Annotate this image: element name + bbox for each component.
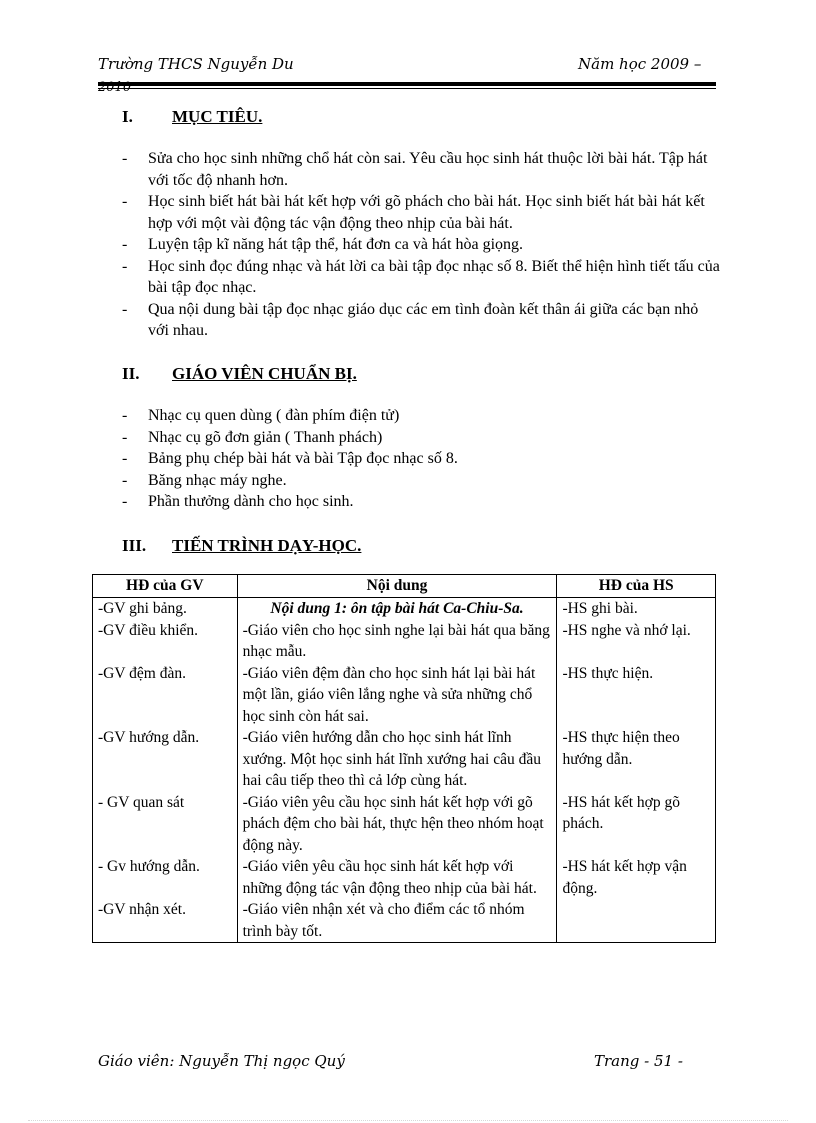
content-cell: -Giáo viên yêu cầu học sinh hát kết hợp với gõ phách đệm cho bài hát, thực hện theo nhóm hoạt động này.	[237, 792, 557, 857]
header-rule-thick	[98, 82, 716, 86]
table-row	[93, 856, 716, 899]
list-item: - Băng nhạc máy nghe.	[122, 471, 287, 489]
list-item: - Học sinh đọc đúng nhạc và hát lời ca bài tập đọc nhạc số 8. Biết thể hiện hình tiết tấu của bài tập đọc nhạc.	[122, 257, 720, 296]
teacher-activity-cell: -GV đệm đàn.	[93, 663, 238, 728]
teacher-activity-cell: -GV điều khiển.	[93, 620, 238, 663]
page-bottom-dotted-line	[28, 1120, 788, 1121]
header-school-year: Năm học 2009 –	[578, 55, 702, 73]
column-header-student: HĐ của HS	[557, 575, 716, 598]
section-title: GIÁO VIÊN CHUẨN BỊ.	[172, 364, 357, 383]
header-rule-thin	[98, 88, 716, 89]
section-procedure-heading	[122, 536, 361, 556]
footer-page-number: Trang - 51 -	[594, 1052, 683, 1070]
table-row	[93, 899, 716, 943]
teacher-activity-cell: -GV ghi bảng.	[93, 598, 238, 620]
table-row	[93, 792, 716, 857]
list-item: - Bảng phụ chép bài hát và bài Tập đọc nhạc số 8.	[122, 450, 458, 467]
section-numeral: II.	[122, 364, 140, 383]
list-item: - Học sinh biết hát bài hát kết hợp với gõ phách cho bài hát. Học sinh biết hát bài hát kết hợp với một vài động tác vận động theo nhịp của bài hát.	[122, 193, 705, 232]
section-numeral: I.	[122, 107, 133, 126]
table-row	[93, 620, 716, 663]
teacher-activity-cell: - Gv hướng dẫn.	[93, 856, 238, 899]
table-row	[93, 598, 716, 620]
list-item: - Nhạc cụ gõ đơn giản ( Thanh phách)	[122, 428, 383, 446]
section-preparation-heading	[122, 364, 357, 384]
content-cell: -Giáo viên đệm đàn cho học sinh hát lại bài hát một lần, giáo viên lắng nghe và sửa những chổ học sinh còn hát sai.	[237, 663, 557, 728]
header-school: Trường THCS Nguyễn Du	[98, 55, 294, 73]
teacher-activity-cell: -GV hướng dẫn.	[93, 727, 238, 792]
content-section-title: Nội dung 1: ôn tập bài hát Ca-Chiu-Sa.	[237, 598, 557, 620]
teacher-activity-cell: -GV nhận xét.	[93, 899, 238, 943]
list-item: - Phần thưởng dành cho học sinh.	[122, 493, 354, 510]
list-item: - Sửa cho học sinh những chổ hát còn sai. Yêu cầu học sinh hát thuộc lời bài hát. Tập hát với tốc độ nhanh hơn.	[122, 150, 708, 189]
column-header-content: Nội dung	[237, 575, 557, 598]
column-header-teacher: HĐ của GV	[93, 575, 238, 598]
section-numeral: III.	[122, 536, 147, 555]
list-item: - Luyện tập kĩ năng hát tập thể, hát đơn ca và hát hòa giọng.	[122, 236, 524, 253]
lesson-plan-table	[92, 574, 716, 943]
list-item: - Qua nội dung bài tập đọc nhạc giáo dục các em tình đoàn kết thân ái giữa các bạn nhỏ với nhau.	[122, 300, 699, 339]
student-activity-cell: -HS thực hiện.	[557, 663, 716, 728]
footer-teacher: Giáo viên: Nguyễn Thị ngọc Quý	[98, 1052, 345, 1070]
teacher-activity-cell: - GV quan sát	[93, 792, 238, 857]
student-activity-cell: -HS thực hiện theo hướng dẫn.	[557, 727, 716, 792]
table-header-row	[93, 575, 716, 598]
section-objectives-heading	[122, 107, 262, 127]
student-activity-cell: -HS hát kết hợp gõ phách.	[557, 792, 716, 857]
content-cell: -Giáo viên nhận xét và cho điểm các tổ nhóm trình bày tốt.	[237, 899, 557, 943]
content-cell: -Giáo viên yêu cầu học sinh hát kết hợp với những động tác vận động theo nhịp của bài hát.	[237, 856, 557, 899]
content-cell: -Giáo viên cho học sinh nghe lại bài hát qua băng nhạc mẫu.	[237, 620, 557, 663]
student-activity-cell	[557, 899, 716, 943]
section-title: MỤC TIÊU.	[172, 107, 263, 126]
student-activity-cell: -HS hát kết hợp vận động.	[557, 856, 716, 899]
table-row	[93, 663, 716, 728]
student-activity-cell: -HS nghe và nhớ lại.	[557, 620, 716, 663]
table-row	[93, 727, 716, 792]
content-cell: -Giáo viên hướng dẫn cho học sinh hát lĩnh xướng. Một học sinh hát lĩnh xướng hai câu đầu hai câu tiếp theo thì cả lớp cùng hát.	[237, 727, 557, 792]
student-activity-cell: -HS ghi bài.	[557, 598, 716, 620]
list-item: - Nhạc cụ quen dùng ( đàn phím điện tử)	[122, 407, 400, 424]
section-title: TIẾN TRÌNH DẠY-HỌC.	[172, 536, 362, 555]
objectives-list	[122, 148, 722, 342]
preparation-list	[122, 405, 722, 513]
